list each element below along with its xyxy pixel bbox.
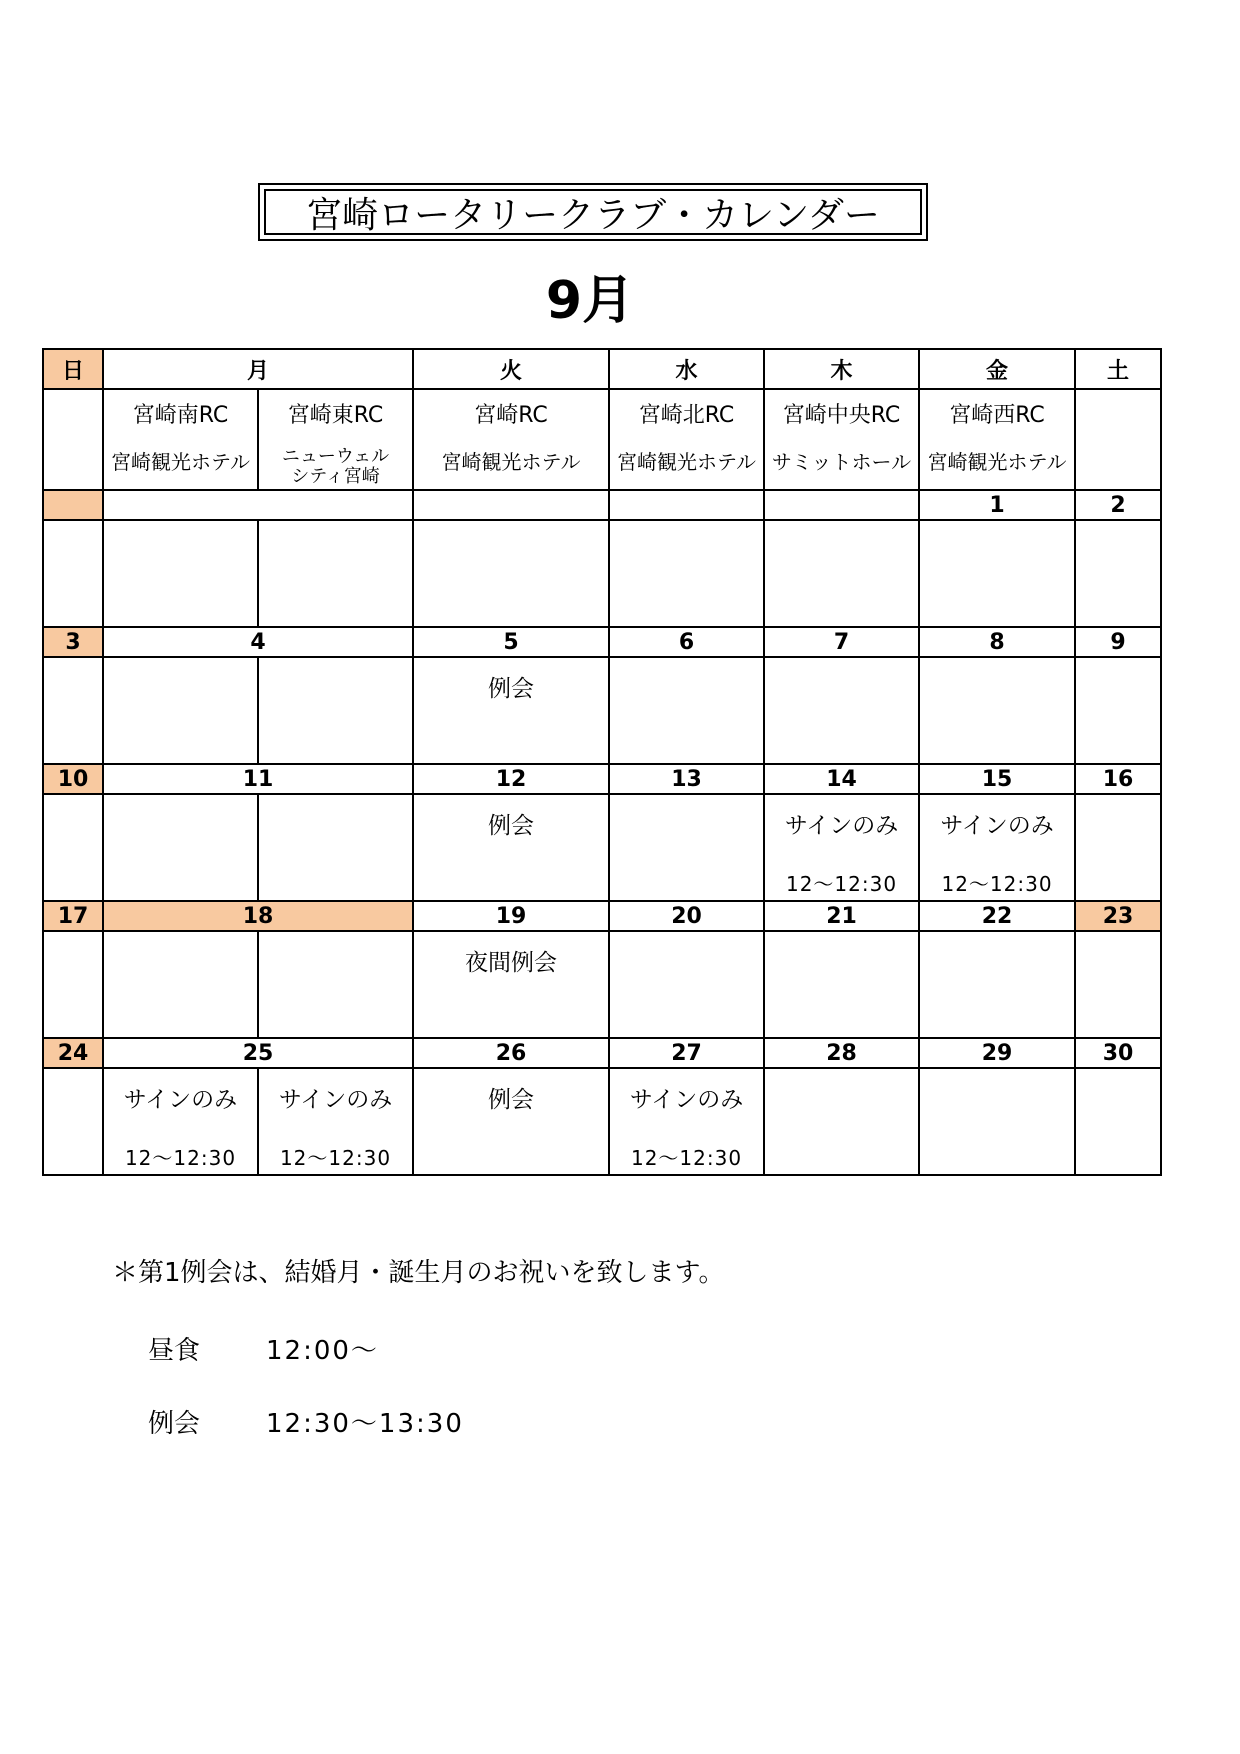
date-cell-tue: 5 [413, 627, 609, 657]
event-cell [609, 1068, 764, 1175]
event-cell [764, 520, 919, 627]
weekday-wed: 水 [609, 349, 764, 389]
weekday-thu: 木 [764, 349, 919, 389]
event-cell [609, 657, 764, 764]
club-venue: 宮崎観光ホテル [617, 450, 757, 474]
event-row [43, 794, 1161, 901]
event-row [43, 931, 1161, 1038]
date-cell-wed: 6 [609, 627, 764, 657]
event-cell [919, 931, 1075, 1038]
event-label: サインのみ [784, 813, 899, 839]
event-cell [919, 794, 1075, 901]
event-label: 例会 [488, 1087, 535, 1113]
event-label: 例会 [488, 813, 535, 839]
event-cell [609, 520, 764, 627]
event-cell [764, 794, 919, 901]
club-venue-line: ニューウェル [281, 446, 390, 467]
date-cell-tue: 19 [413, 901, 609, 931]
date-cell-mon: 18 [103, 901, 413, 931]
event-time: 12～12:30 [279, 1146, 392, 1170]
club-cell-thu [764, 389, 919, 490]
club-venue: サミットホール [771, 450, 912, 474]
date-cell-sat: 23 [1075, 901, 1161, 931]
date-cell-mon [103, 490, 413, 520]
page-title: 宮崎ロータリークラブ・カレンダー [264, 189, 922, 235]
weekday-tue: 火 [413, 349, 609, 389]
event-cell [609, 931, 764, 1038]
event-cell [1075, 931, 1161, 1038]
date-cell-fri: 8 [919, 627, 1075, 657]
calendar-table [42, 348, 1162, 1176]
date-cell-sun: 24 [43, 1038, 103, 1068]
date-cell-thu: 21 [764, 901, 919, 931]
weekday-sat: 土 [1075, 349, 1161, 389]
date-cell-thu: 28 [764, 1038, 919, 1068]
club-name: 宮崎南RC [132, 403, 229, 428]
event-cell [43, 931, 103, 1038]
event-label: 例会 [488, 676, 535, 702]
weekday-sun: 日 [43, 349, 103, 389]
club-venue: 宮崎観光ホテル [111, 450, 250, 474]
club-cell-sun [43, 389, 103, 490]
date-cell-tue: 26 [413, 1038, 609, 1068]
event-cell [1075, 657, 1161, 764]
date-cell-thu [764, 490, 919, 520]
club-cell-mon2 [258, 389, 413, 490]
event-row [43, 1068, 1161, 1175]
lunch-label: 昼食 [148, 1336, 201, 1366]
date-cell-sun: 17 [43, 901, 103, 931]
weekday-header-row [43, 349, 1161, 389]
lunch-time: 12:00～ [266, 1336, 379, 1366]
event-time: 12～12:30 [124, 1146, 237, 1170]
month-heading: 9月 [545, 271, 635, 331]
event-cell [43, 1068, 103, 1175]
event-cell [413, 520, 609, 627]
event-time: 12～12:30 [941, 872, 1053, 896]
date-row [43, 627, 1161, 657]
date-cell-fri: 1 [919, 490, 1075, 520]
event-cell [43, 520, 103, 627]
meeting-time: 12:30～13:30 [266, 1409, 464, 1439]
celebration-note: ＊第1例会は、結婚月・誕生月のお祝いを致します。 [112, 1258, 725, 1288]
event-cell [103, 794, 258, 901]
event-cell [1075, 520, 1161, 627]
club-name: 宮崎中央RC [782, 403, 901, 428]
club-row [43, 389, 1161, 490]
event-cell [258, 931, 413, 1038]
event-cell [103, 520, 258, 627]
event-cell [609, 794, 764, 901]
club-cell-mon1 [103, 389, 258, 490]
event-label: サインのみ [629, 1087, 744, 1113]
date-cell-fri: 15 [919, 764, 1075, 794]
date-cell-fri: 22 [919, 901, 1075, 931]
club-venue: 宮崎観光ホテル [927, 450, 1067, 474]
date-row [43, 490, 1161, 520]
date-cell-fri: 29 [919, 1038, 1075, 1068]
event-row [43, 657, 1161, 764]
date-cell-mon: 25 [103, 1038, 413, 1068]
event-cell [258, 657, 413, 764]
event-cell [413, 931, 609, 1038]
date-row [43, 764, 1161, 794]
event-cell [919, 657, 1075, 764]
event-cell [1075, 794, 1161, 901]
event-cell [103, 1068, 258, 1175]
event-cell [413, 657, 609, 764]
title-frame [258, 183, 928, 241]
event-label: 夜間例会 [465, 950, 558, 976]
date-cell-sun: 3 [43, 627, 103, 657]
club-cell-fri [919, 389, 1075, 490]
date-cell-thu: 14 [764, 764, 919, 794]
date-cell-tue: 12 [413, 764, 609, 794]
event-label: サインのみ [278, 1087, 393, 1113]
event-time: 12～12:30 [785, 872, 898, 896]
date-cell-tue [413, 490, 609, 520]
club-cell-wed [609, 389, 764, 490]
meeting-label: 例会 [148, 1409, 201, 1439]
event-cell [1075, 1068, 1161, 1175]
date-cell-wed: 13 [609, 764, 764, 794]
event-cell [919, 1068, 1075, 1175]
club-venue-line: シティ宮崎 [291, 466, 380, 487]
date-cell-mon: 11 [103, 764, 413, 794]
event-cell [919, 520, 1075, 627]
event-row [43, 520, 1161, 627]
date-row [43, 901, 1161, 931]
event-cell [764, 657, 919, 764]
event-cell [43, 657, 103, 764]
event-cell [43, 794, 103, 901]
event-cell [764, 1068, 919, 1175]
club-cell-sat [1075, 389, 1161, 490]
weekday-fri: 金 [919, 349, 1075, 389]
club-name: 宮崎西RC [949, 403, 1045, 428]
date-cell-sat: 16 [1075, 764, 1161, 794]
club-venue: 宮崎観光ホテル [441, 450, 581, 474]
event-cell [103, 657, 258, 764]
date-cell-wed: 27 [609, 1038, 764, 1068]
event-label: サインのみ [123, 1087, 238, 1113]
date-row [43, 1038, 1161, 1068]
date-cell-sun: 10 [43, 764, 103, 794]
event-cell [258, 520, 413, 627]
date-cell-wed [609, 490, 764, 520]
club-cell-tue [413, 389, 609, 490]
date-cell-sat: 2 [1075, 490, 1161, 520]
event-cell [413, 794, 609, 901]
club-name: 宮崎東RC [287, 403, 384, 428]
event-cell [764, 931, 919, 1038]
date-cell-sat: 30 [1075, 1038, 1161, 1068]
date-cell-thu: 7 [764, 627, 919, 657]
event-cell [413, 1068, 609, 1175]
date-cell-mon: 4 [103, 627, 413, 657]
event-cell [258, 794, 413, 901]
date-cell-sun [43, 490, 103, 520]
weekday-mon: 月 [103, 349, 413, 389]
event-label: サインのみ [940, 813, 1054, 839]
date-cell-wed: 20 [609, 901, 764, 931]
club-venue [259, 447, 412, 487]
club-name: 宮崎北RC [638, 403, 735, 428]
event-cell [103, 931, 258, 1038]
date-cell-sat: 9 [1075, 627, 1161, 657]
club-name: 宮崎RC [474, 403, 548, 428]
event-cell [258, 1068, 413, 1175]
event-time: 12～12:30 [630, 1146, 743, 1170]
